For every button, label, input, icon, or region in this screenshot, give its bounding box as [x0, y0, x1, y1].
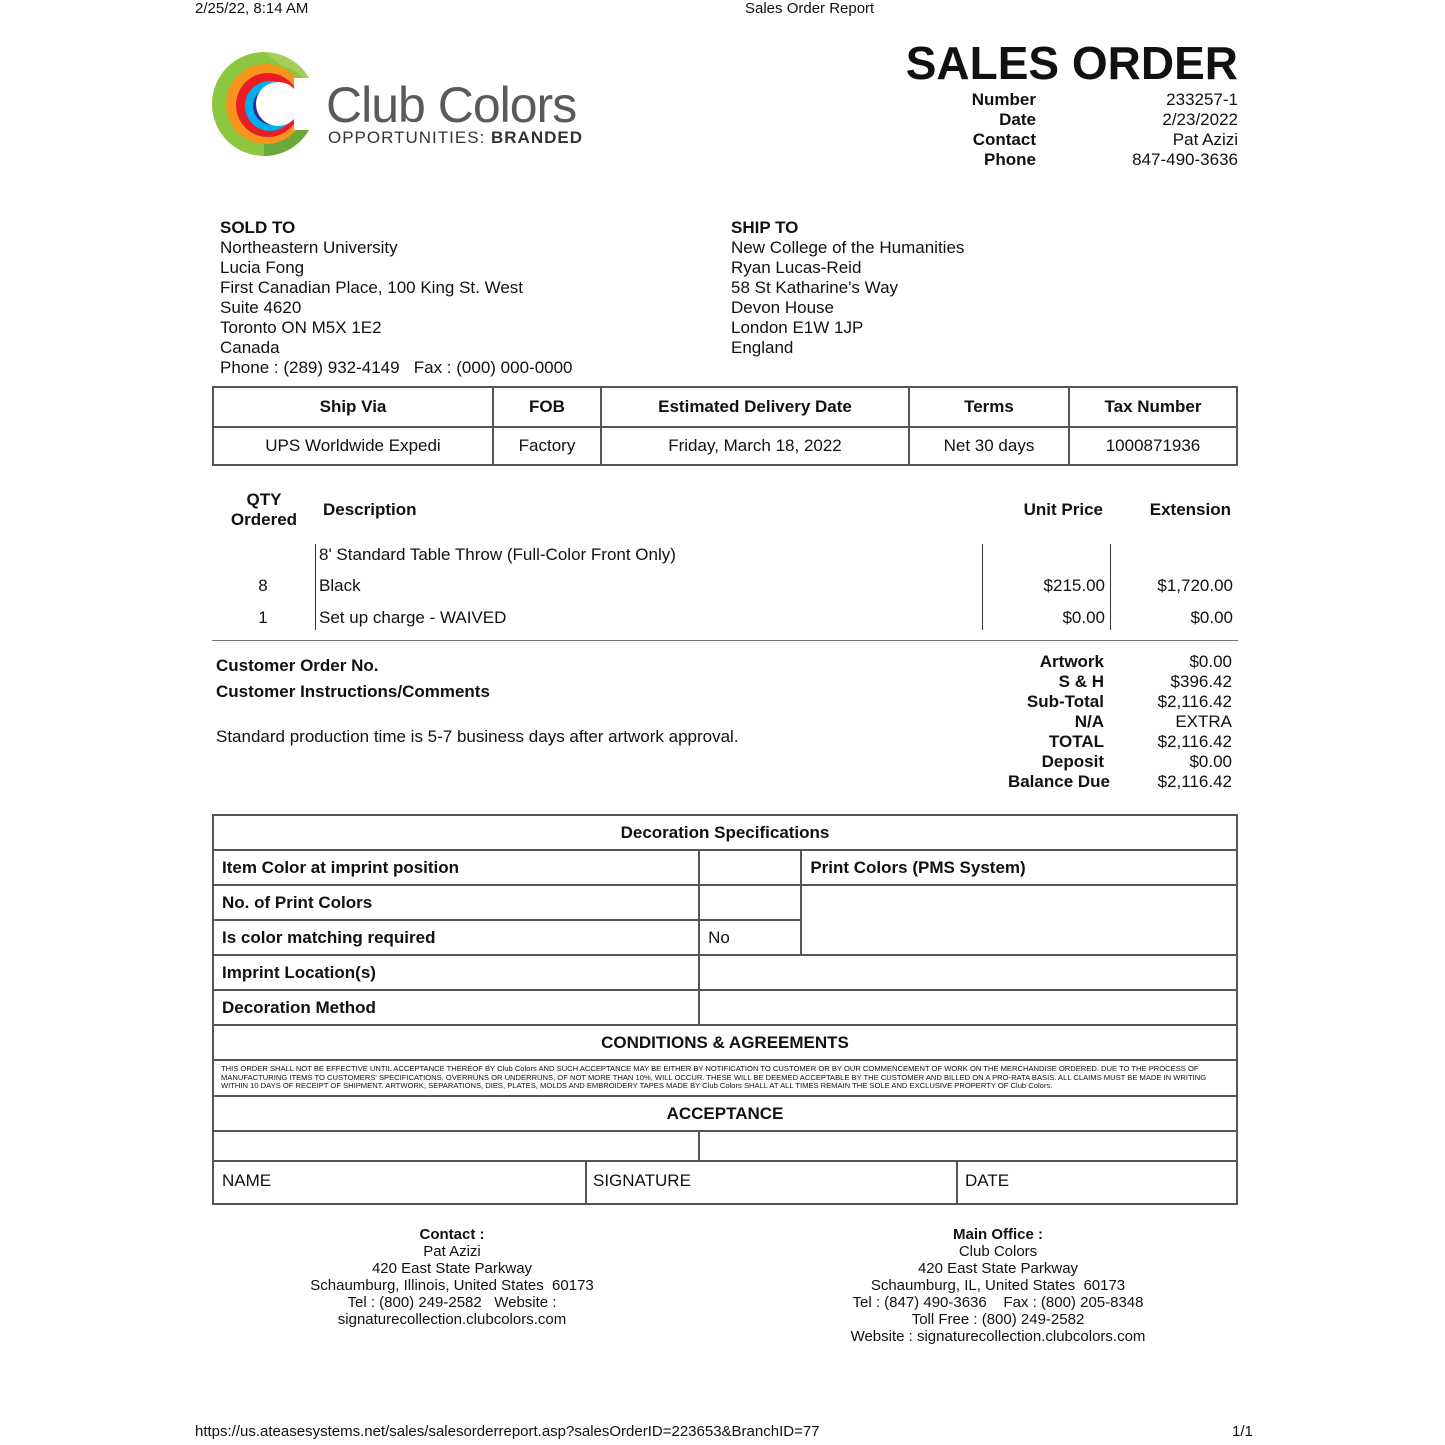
item-price: $215.00 [1043, 576, 1105, 595]
item-price: $0.00 [1062, 608, 1105, 627]
total-label: Deposit [1041, 752, 1104, 771]
main-office-line: 420 East State Parkway [917, 1260, 1079, 1277]
decoration-method-value [699, 990, 1237, 1025]
acceptance-name-label: NAME [222, 1171, 272, 1190]
subtotal-value: $2,116.42 [1157, 692, 1232, 711]
order-meta-values [1080, 90, 1238, 170]
order-date: 2/23/2022 [1162, 110, 1238, 129]
sold-to-line: Northeastern University [220, 238, 398, 257]
ship-via-header: Ship Via [213, 387, 493, 427]
main-office-line: Toll Free : (800) 249-2582 [911, 1311, 1085, 1328]
sold-to-heading: SOLD TO [220, 218, 296, 237]
ship-to-line: London E1W 1JP [731, 318, 864, 337]
item-description: 8' Standard Table Throw (Full-Color Front Only) [319, 545, 676, 564]
contact-heading: Contact : [419, 1226, 485, 1243]
brand-tagline [328, 128, 583, 148]
item-extension: $1,720.00 [1157, 576, 1233, 595]
customer-order-no-label: Customer Order No. [216, 656, 379, 675]
club-colors-logo-icon [212, 48, 322, 160]
item-qty: 1 [258, 608, 268, 627]
sold-to-line: Lucia Fong [220, 258, 305, 277]
sold-to-line: Suite 4620 [220, 298, 302, 317]
artwork-value: $0.00 [1189, 652, 1232, 671]
shipping-header-row [213, 387, 1237, 427]
sold-to-line: Canada [220, 338, 280, 357]
order-meta-labels [920, 90, 1036, 170]
item-color-label: Item Color at imprint position [213, 850, 699, 885]
totals-labels [960, 652, 1110, 792]
print-title: Sales Order Report [745, 0, 875, 17]
meta-label: Number [971, 90, 1036, 109]
decoration-title: Decoration Specifications [213, 815, 1237, 850]
sold-to-line: Phone : (289) 932-4149 Fax : (000) 000-0000 [220, 358, 573, 377]
qty-header-line: QTY [246, 490, 282, 509]
decoration-method-label: Decoration Method [213, 990, 699, 1025]
unit-price-header: Unit Price [1023, 500, 1103, 519]
main-office-website[interactable]: Website : signaturecollection.clubcolors.com [850, 1328, 1146, 1345]
item-description: Set up charge - WAIVED [319, 608, 507, 627]
customer-instructions-label: Customer Instructions/Comments [216, 682, 490, 701]
description-header: Description [323, 500, 417, 519]
color-matching-value: No [699, 920, 801, 955]
divider [956, 1162, 958, 1203]
sold-to-line: First Canadian Place, 100 King St. West [220, 278, 524, 297]
page-title: SALES ORDER [905, 37, 1238, 89]
item-qty: 8 [258, 576, 268, 595]
balance-due-value: $2,116.42 [1157, 772, 1232, 791]
imprint-location-label: Imprint Location(s) [213, 955, 699, 990]
brand-name: Club Colors [326, 77, 577, 133]
terms-value: Net 30 days [909, 427, 1069, 465]
acceptance-row [212, 1160, 1238, 1205]
print-page-number: 1/1 [1232, 1423, 1253, 1440]
meta-label: Phone [984, 150, 1036, 169]
print-colors-value [801, 885, 1237, 955]
delivery-date-header: Estimated Delivery Date [601, 387, 909, 427]
main-office-block [828, 1226, 1168, 1345]
order-number: 233257-1 [1166, 90, 1238, 109]
contact-line: Tel : (800) 249-2582 Website : [347, 1294, 557, 1311]
acceptance-title: ACCEPTANCE [213, 1096, 1237, 1131]
total-label: N/A [1074, 712, 1104, 731]
total-label: TOTAL [1048, 732, 1104, 751]
meta-label: Contact [972, 130, 1036, 149]
na-value: EXTRA [1175, 712, 1232, 731]
qty-header-line: Ordered [230, 510, 298, 529]
total-value: $2,116.42 [1157, 732, 1232, 751]
extension-header: Extension [1149, 500, 1231, 519]
acceptance-signature-label: SIGNATURE [593, 1171, 691, 1190]
delivery-date-value: Friday, March 18, 2022 [601, 427, 909, 465]
qty-header [216, 490, 312, 530]
main-office-line: Schaumburg, IL, United States 60173 [870, 1277, 1126, 1294]
print-url: https://us.ateasesystems.net/sales/salesorderreport.asp?salesOrderID=223653&BranchID=77 [195, 1423, 820, 1440]
meta-label: Date [999, 110, 1036, 129]
item-color-value [699, 850, 801, 885]
main-office-line: Club Colors [958, 1243, 1038, 1260]
conditions-title: CONDITIONS & AGREEMENTS [213, 1025, 1237, 1060]
ship-to-line: Ryan Lucas-Reid [731, 258, 862, 277]
order-phone: 847-490-3636 [1132, 150, 1238, 169]
print-colors-label: Print Colors (PMS System) [801, 850, 1237, 885]
total-label: Sub-Total [1026, 692, 1104, 711]
tagline-light: OPPORTUNITIES: [328, 128, 486, 147]
fob-header: FOB [493, 387, 601, 427]
customer-instructions: Standard production time is 5-7 business days after artwork approval. [216, 727, 739, 746]
decoration-table [212, 814, 1238, 1174]
totals-values [1120, 652, 1232, 792]
contact-line: Pat Azizi [423, 1243, 481, 1260]
tagline-bold: BRANDED [491, 128, 583, 147]
ship-to-heading: SHIP TO [731, 218, 799, 237]
sold-to-line: Toronto ON M5X 1E2 [220, 318, 382, 337]
num-print-colors-value [699, 885, 801, 920]
num-print-colors-label: No. of Print Colors [213, 885, 699, 920]
contact-line: Schaumburg, Illinois, United States 60173 [310, 1277, 594, 1294]
imprint-location-value [699, 955, 1237, 990]
conditions-text: THIS ORDER SHALL NOT BE EFFECTIVE UNTIL ACCEPTANCE THEREOF BY Club Colors AND SUCH ACCEPTANCE MAY BE EITHER BY NOTIFICATION TO CUSTOMER OR BY OUR COMMENCEMENT OF WORK ON THE MERCHANDISE ORDERED. DUE TO THE PROCESS OF MANUFACTURING ITEMS TO CUSTOMERS' SPECIFICATIONS, OVERRUNS OR UNDERRUNS, OF NOT MORE THAN 10%, WILL OCCUR. THESE WILL BE DEEMED ACCEPTABLE BY THE CUSTOMER AND BILLED ON A PRO-RATA BASIS. ALL CLAIMS MUST BE MADE IN WRITING WITHIN 10 DAYS OF RECEIPT OF SHIPMENT. ARTWORK, SEPARATIONS, DIES, PLATES, MOLDS AND EMBROIDERY TAPES MADE BY Club Colors SHALL AT ALL TIMES REMAIN THE SOLE AND EXCLUSIVE PROPERTY OF Club Colors. [213, 1060, 1237, 1096]
print-datetime: 2/25/22, 8:14 AM [195, 0, 309, 17]
color-matching-label: Is color matching required [213, 920, 699, 955]
ship-to-line: New College of the Humanities [731, 238, 965, 257]
brand-logo [212, 48, 592, 163]
fob-value: Factory [493, 427, 601, 465]
ship-to-line: 58 St Katharine's Way [731, 278, 899, 297]
sold-to-block [220, 218, 573, 378]
divider [212, 640, 1238, 641]
acceptance-date-label: DATE [965, 1171, 1010, 1190]
table-row [212, 576, 1238, 598]
contact-website[interactable]: signaturecollection.clubcolors.com [337, 1311, 567, 1328]
ship-to-line: Devon House [731, 298, 835, 317]
contact-line: 420 East State Parkway [371, 1260, 533, 1277]
item-description: Black [319, 576, 361, 595]
tax-number-header: Tax Number [1069, 387, 1237, 427]
total-label: S & H [1058, 672, 1104, 691]
deposit-value: $0.00 [1189, 752, 1232, 771]
shipping-handling-value: $396.42 [1170, 672, 1232, 691]
ship-to-block [731, 218, 964, 358]
order-contact: Pat Azizi [1172, 130, 1238, 149]
main-office-line: Tel : (847) 490-3636 Fax : (800) 205-8348 [852, 1294, 1144, 1311]
terms-header: Terms [909, 387, 1069, 427]
shipping-table [212, 386, 1238, 466]
contact-block [292, 1226, 612, 1328]
divider [585, 1162, 587, 1203]
total-label: Balance Due [1007, 772, 1110, 791]
ship-via-value: UPS Worldwide Expedi [213, 427, 493, 465]
total-label: Artwork [1039, 652, 1104, 671]
shipping-value-row [213, 427, 1237, 465]
main-office-heading: Main Office : [952, 1226, 1043, 1243]
ship-to-line: England [731, 338, 794, 357]
table-row [212, 608, 1238, 630]
tax-number-value: 1000871936 [1069, 427, 1237, 465]
item-extension: $0.00 [1190, 608, 1233, 627]
table-row [212, 545, 1238, 567]
